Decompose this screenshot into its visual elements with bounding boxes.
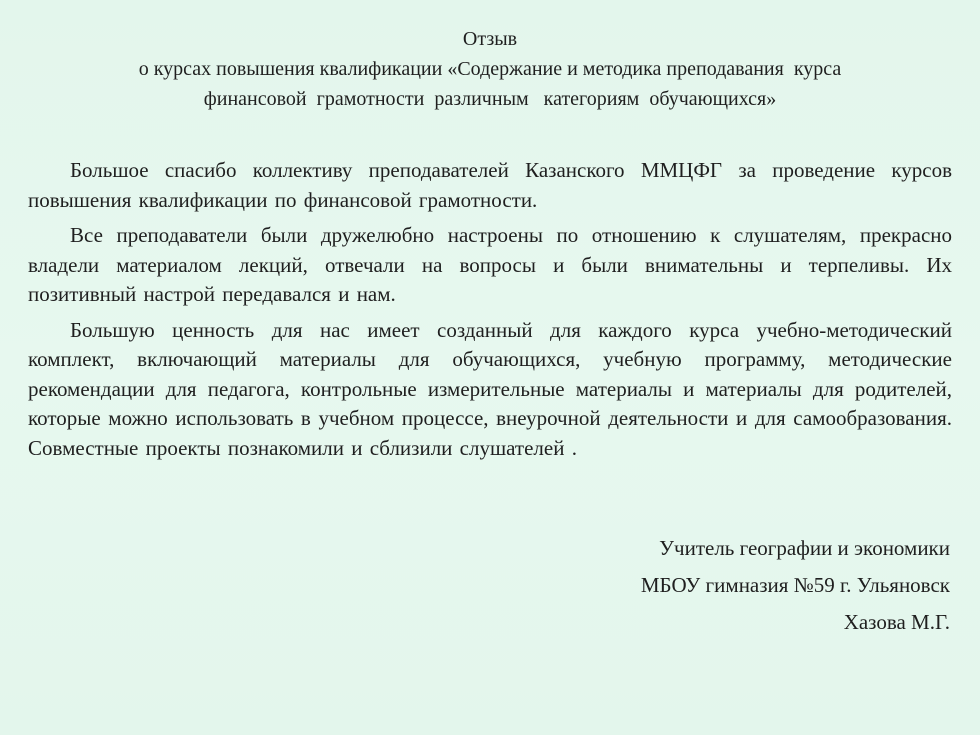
signature-block	[641, 530, 950, 641]
paragraph-gratitude: Большое спасибо коллективу преподавателей Казанского ММЦФГ за проведение курсов повышения квалификации по финансовой грамотности.	[28, 158, 952, 212]
signature-position: Учитель географии и экономики	[659, 536, 950, 560]
document-subtitle-line-2: финансовой грамотности различным категориям обучающихся»	[203, 88, 777, 110]
paragraph-materials: Большую ценность для нас имеет созданный для каждого курса учебно-методический комплект, включающий материалы для обучающихся, учебную программу, методические рекомендации для педагога, контрольные измерительные материалы и материалы для родителей, которые можно использовать в учебном процессе, внеурочной деятельности и для самообразования. Совместные проекты познакомили и сблизили слушателей .	[28, 317, 952, 460]
paragraph-teachers: Все преподаватели были дружелюбно настроены по отношению к слушателям, прекрасно владели материалом лекций, отвечали на вопросы и были внимательны и терпеливы. Их позитивный настрой передавался и нам.	[28, 223, 952, 306]
document-body	[28, 156, 952, 463]
signature-name: Хазова М.Г.	[843, 610, 950, 634]
signature-school: МБОУ гимназия №59 г. Ульяновск	[640, 573, 950, 597]
document-header	[28, 24, 952, 114]
document-title: Отзыв	[462, 28, 518, 50]
document-subtitle-line-1: о курсах повышения квалификации «Содержание и методика преподавания курса	[138, 58, 842, 80]
